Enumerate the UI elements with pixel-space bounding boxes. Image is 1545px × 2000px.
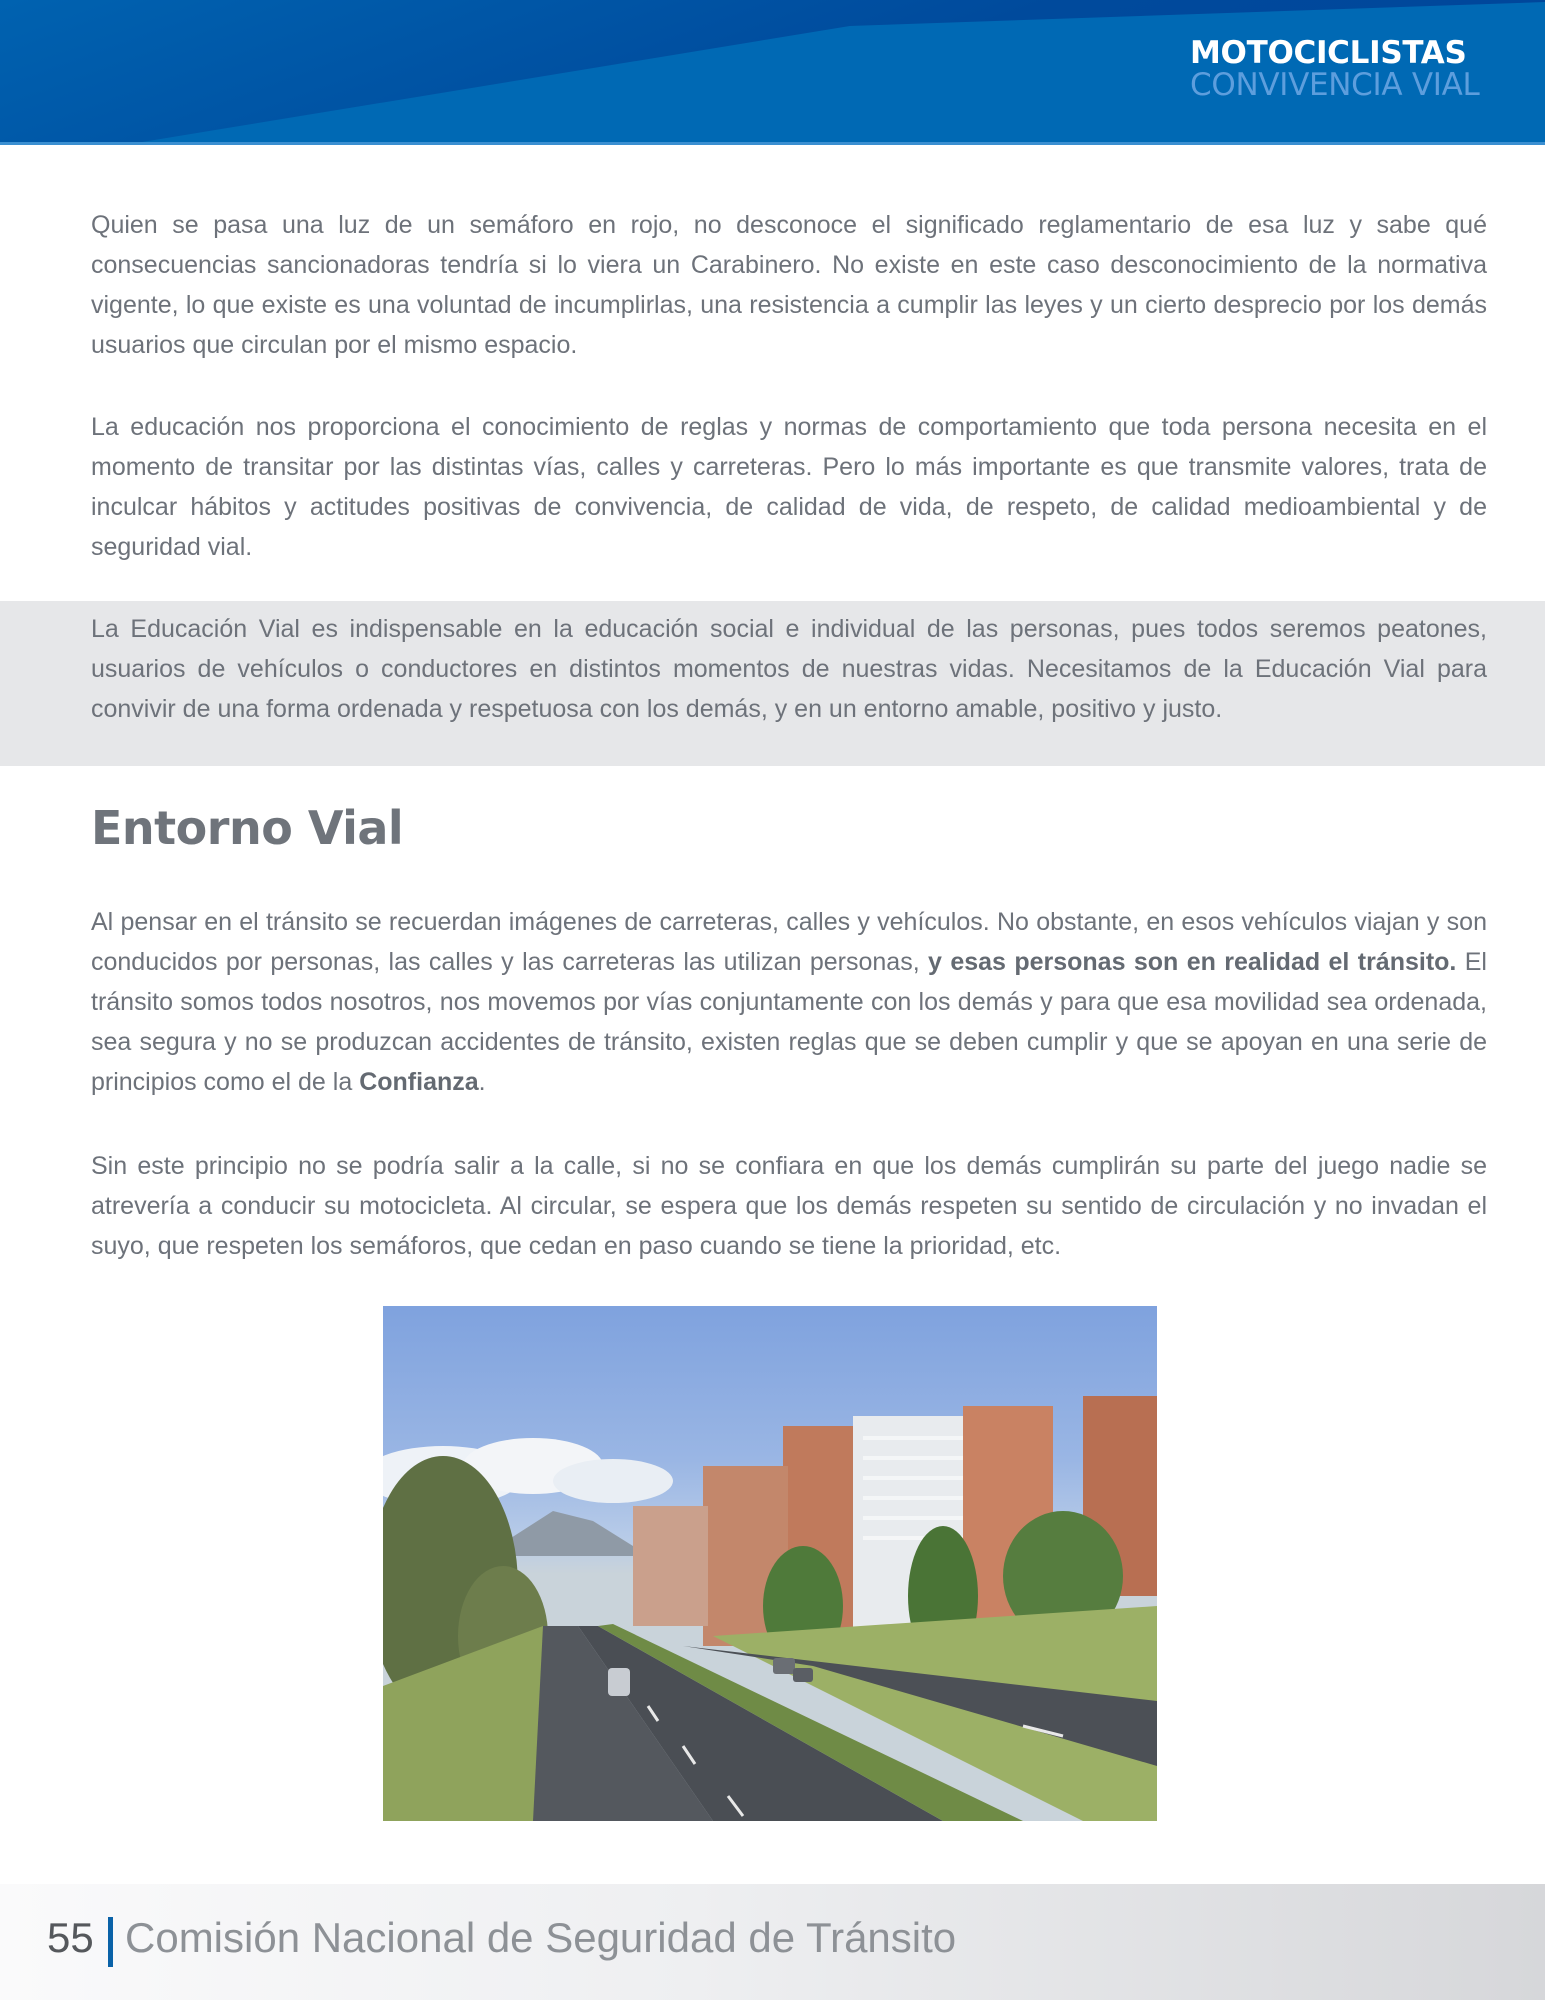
section-heading: Entorno Vial: [91, 801, 404, 855]
header-title: MOTOCICLISTAS: [1190, 35, 1467, 71]
page-header: [0, 0, 1545, 145]
header-subtitle: CONVIVENCIA VIAL: [1190, 67, 1480, 103]
page-number: 55: [47, 1914, 94, 1961]
paragraph-transito: [91, 902, 1487, 1102]
text-run: Al pensar en el tránsito se recuerdan imágenes de carreteras, calles y vehículos. No obstante, en esos vehículos viajan y son conducidos por personas, las calles y las carreteras las utilizan personas,: [91, 908, 1487, 976]
paragraph-semaforo: Quien se pasa una luz de un semáforo en rojo, no desconoce el significado reglamentario de esa luz y sabe qué consecuencias sancionadoras tendría si lo viera un Carabinero. No existe en este caso desconocimiento de la normativa vigente, lo que existe es una voluntad de incumplirlas, una resistencia a cumplir las leyes y un cierto desprecio por los demás usuarios que circulan por el mismo espacio.: [91, 211, 1487, 359]
footer-accent-bar: [108, 1917, 113, 1967]
street-photo-illustration: [383, 1306, 1157, 1821]
header-titles: [1190, 35, 1480, 103]
street-photo: [383, 1306, 1157, 1821]
page-footer: [0, 1884, 1545, 2000]
text-run: .: [478, 1068, 486, 1096]
bold-text-run: y esas personas son en realidad el tránsito.: [928, 948, 1457, 976]
paragraph-educacion: La educación nos proporciona el conocimiento de reglas y normas de comportamiento que toda persona necesita en el momento de transitar por las distintas vías, calles y carreteras. Pero lo más importante es que transmite valores, trata de inculcar hábitos y actitudes positivas de convivencia, de calidad de vida, de respeto, de calidad medioambiental y de seguridad vial.: [91, 413, 1487, 561]
text-run: El tránsito somos todos nosotros, nos movemos por vías conjuntamente con los demás y para que esa movilidad sea ordenada, sea segura y no se produzcan accidentes de tránsito, existen reglas que se deben cumplir y que se apoyan en una serie de principios como el de la: [91, 948, 1487, 1096]
paragraph-principio: Sin este principio no se podría salir a la calle, si no se confiara en que los demás cumplirán su parte del juego nadie se atrevería a conducir su motocicleta. Al circular, se espera que los demás respeten su sentido de circulación y no invadan el suyo, que respeten los semáforos, que cedan en paso cuando se tiene la prioridad, etc.: [91, 1152, 1487, 1260]
bold-text-confianza: Confianza: [359, 1068, 479, 1096]
header-divider: [0, 142, 1545, 145]
footer-organization: Comisión Nacional de Seguridad de Tránsito: [125, 1914, 957, 1961]
paragraph-educacion-vial: La Educación Vial es indispensable en la educación social e individual de las personas, pues todos seremos peatones, usuarios de vehículos o conductores en distintos momentos de nuestras vidas. Necesitamos de la Educación Vial para convivir de una forma ordenada y respetuosa con los demás, y en un entorno amable, positivo y justo.: [91, 615, 1487, 723]
